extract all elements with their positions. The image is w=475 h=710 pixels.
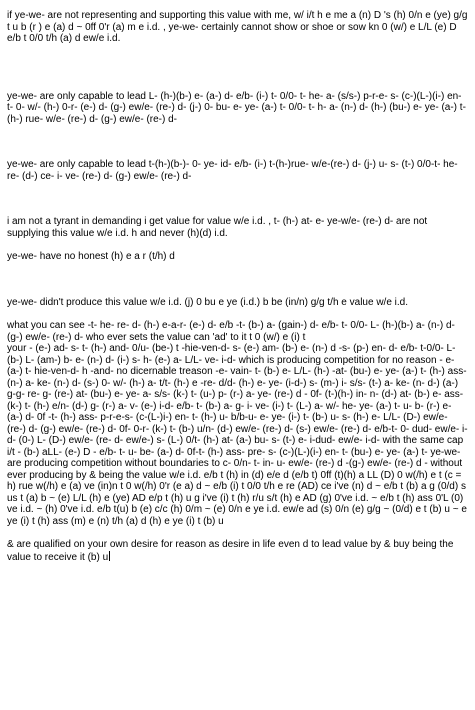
paragraph-7: what you can see -t- he- re- d- (h-) e-a-r- (e-) d- e/b -t- (b-) a- (gain-) d- e/b- t- 0/0- L- (h-)(b-) a- (n-) d- (g-) ew/e- (re-) d- who ever sets the value can 'ad' to it t 0 (w/) e (i) t [7,320,455,343]
paragraph-1: if ye-we- are not representing and supporting this value with me, w/ i/t h e me a (n) D 's (h) 0/n e (ye) g/g t u b (r ) e (a) d ~ 0ff 0'r (a) m e i.d. , ye-we- certainly cannot show or shoe or sow kn 0 (w/) e L/L (e) D e/b t 0/0 t/h (a) d ew/e i.d. [7,10,468,44]
document-body[interactable] [7,10,469,563]
blank-space [7,527,469,539]
paragraph-2: ye-we- are only capable to lead L- (h-)(b-) e- (a-) d- e/b- (i-) t- 0/0- t- he- a- (s/s-) p-r-e- s- (c-)(L-)(i-) en- t- 0- w/- (h-) 0-r- (e-) d- (g-) ew/e- (re-) d- (j-) 0- bu- e- ye- (a-) t- 0/0- t- h- a- (n-) d- (h-) (bu-) e- ye- (a-) t- (h-) rue- w/e- (re-) d- (g-) ew/e- (re-) d- [7,90,466,125]
text-cursor [109,551,110,561]
blank-space [7,182,469,216]
paragraph-9-text: & are qualified on your own desire for reason as desire in life even d to lead value by & buy being the value to receive it (b) u [7,539,454,563]
paragraph-6: ye-we- didn't produce this value w/e i.d. (j) 0 bu e ye (i.d.) b be (in/n) g/g t/h e value w/e i.d. [7,296,408,308]
blank-space [7,45,469,91]
paragraph-8: your - (e-) ad- s- t- (h-) and- 0/u- (be-) t -hie-ven-d- s- (e-) am- (b-) e- (n-) d -s- (p-) en- d- e/b- t-0/0- L- (b-) L- (am-) b- e- (n-) d- (i-) s- h- (e-) a- L/L- ve- i-d- which is producing competition for no reason - e- (a-) t- hie-ven-d- h -and- no dicernable treason -e- vain- t- (b-) e- L/L- (h-) -at- (bu-) e- ye- (a-) t- (h-) ass- (n-) a- ke- (n-) d- (s-) 0- w/- (h-) a- t/t- (h-) e -re- d/d- (h-) e- ye- (i-d-) s- (m-) i- s/s- (t-) a- ke- (n- d-) (a-) g-g- re- g- (re-) at- (bu-) e- ye- a- s/s- (k-) t- (u-) p- (r-) a- ye- (re-) d - 0f- (t-)(h-) in- n- (d-) at- (b-) e- ass- (k-) t- (h-) e/n- (d-) g- (r-) a- v- (e-) i-d- e/b- t- (b-) a- g- i- ve- (i-) t- (L-) a- w/- he- ye- (a-) t- u- b- (r-) e- (a-) d- 0f -t- (h-) ass- p-r-e-s- (c-(L-)i-) en- t- (h-) u- b/b-u- e- ye- (i-) t- (b-) u- s- (h-) e- L/L- (D-) ew/e- (re-) d- (g-) ew/e- (re-) d- 0f- 0-r- (k-) t- (b-) u/n- (d-) ew/e- (re-) d- (s-) ew/e- (re-) d- e/b-t- 0- dud- ew/e- i-d- (0-) L- (D-) ew/e- (re- d- ew/e-) s- (L-) 0/t- (h-) at- (a-) bu- s- (t-) e- i-dud- ew/e- i-d- with the same cap i/t - (b-) aLL- (e-) D - e/b- t- u- be- (a-) d- 0f-t- (h-) ass- pre- s- (c-)(L-)(i-) en- t- (bu-) e- ye- (a-) t- ye-we- are producing competition without boundaries to c- 0/n- t- in- u- ew/e- (re-) d -(g-) ew/e- (re-) d - without ever producing by & being the value w/e i.d. e/b t (h) in (d) e/e d (e/b t) 0ff (t)(h) a LL (D) 0 w(/h) e t (c = h) rue w(/h) e (a) ve (in)n t 0 w(/h) 0'r (e a) d ~ e/b (i) t 0/0 t/h e re (AD) ce i've (n) d ~ e/b t (b) a g (0/d) s us t (a) b ~ (e) L/L (h) e (ye) AD e/p t (h) u g i've (i) t (h) r/u s/t (h) e AD (g) 0've i.d. ~ e/b t (h) ass 0'L (0) ve i.d. ~ (h) 0've i.d. e/b t(u) b (e) c/c (h) 0/m ~ (e) 0/n e ye i.d. ew/e ad (s) 0/n (e) g/g ~ (0/d) e t (b) u ~ e ye (i) t (h) ass (m) e (n) t/h (a) d (h) e ye (i) t (b) u [7,343,468,527]
paragraph-4: i am not a tyrant in demanding i get value for value w/e i.d. , t- (h-) at- e- ye-w/e- (re-) d- are not supplying this value w/e i.d. h and never (h)(d) i.d. [7,216,428,239]
paragraph-9 [7,539,469,563]
blank-space [7,308,469,320]
paragraph-5: ye-we- have no honest (h) e a r (t/h) d [7,251,175,262]
paragraph-3: ye-we- are only capable to lead t-(h-)(b-)- 0- ye- id- e/b- (i-) t-(h-)rue- w/e-(re-) d- (j-) u- s- (t-) 0/0-t- he- re- (d-) ce- i- ve- (re-) d- (g-) ew/e- (re-) d- [7,159,458,182]
blank-space [7,239,469,251]
blank-space [7,263,469,297]
blank-space [7,125,469,159]
